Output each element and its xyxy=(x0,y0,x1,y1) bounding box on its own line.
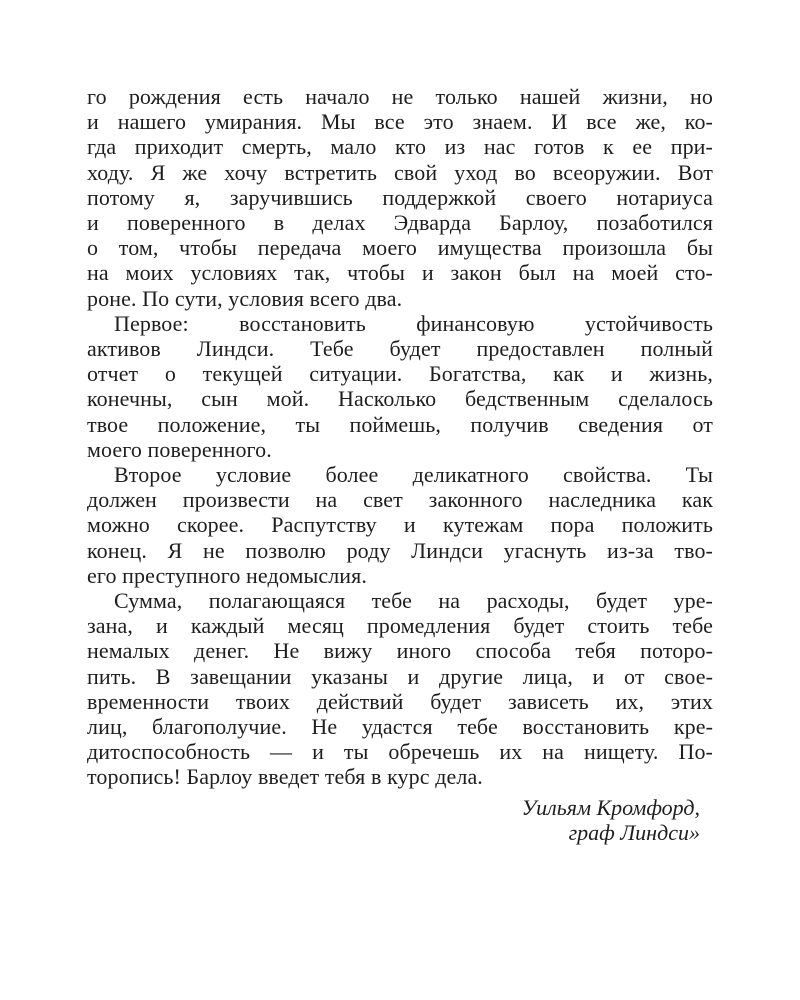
text-line: немалых денег. Не вижу иного способа тебя поторо- xyxy=(87,638,713,664)
signature-line: Уильям Кромфорд, xyxy=(521,794,700,820)
text-line: и поверенного в делах Эдварда Барлоу, позаботился xyxy=(87,210,713,236)
text-line: го рождения есть начало не только нашей жизни, но xyxy=(87,84,713,109)
text-line: твое положение, ты поймешь, получив сведения от xyxy=(87,411,713,437)
text-line: Второе условие более деликатного свойства. Ты xyxy=(114,462,713,488)
text-line: и нашего умирания. Мы все это знаем. И все же, ко- xyxy=(87,109,713,135)
text-line: лиц, благополучие. Не удастся тебе восстановить кре- xyxy=(87,714,713,740)
text-line: зана, и каждый месяц промедления будет стоить тебе xyxy=(87,613,713,639)
signature xyxy=(87,795,713,846)
text-line: конец. Я не позволю роду Линдси угаснуть из-за тво- xyxy=(87,537,713,563)
paragraph xyxy=(87,311,713,462)
text-line: активов Линдси. Тебе будет предоставлен полный xyxy=(87,336,713,362)
letter-text xyxy=(87,84,713,846)
text-line: Первое: восстановить финансовую устойчивость xyxy=(114,310,713,336)
text-line: на моих условиях так, чтобы и закон был на моей сто- xyxy=(87,260,713,286)
text-line: моего поверенного. xyxy=(87,436,272,462)
text-line: ходу. Я же хочу встретить свой уход во всеоружии. Вот xyxy=(87,159,713,185)
text-line: можно скорее. Распутству и кутежам пора положить xyxy=(87,512,713,538)
text-line: торопись! Барлоу введет тебя в курс дела. xyxy=(87,764,483,790)
text-line: пить. В завещании указаны и другие лица, и от свое- xyxy=(87,663,713,689)
text-line: роне. По сути, условия всего два. xyxy=(87,285,403,311)
text-line: отчет о текущей ситуации. Богатства, как и жизнь, xyxy=(87,361,713,387)
paragraph xyxy=(87,588,713,790)
text-line: дитоспособность — и ты обречешь их на нищету. По- xyxy=(87,739,713,765)
text-line: временности твоих действий будет зависеть их, этих xyxy=(87,688,713,714)
signature-line: граф Линдси» xyxy=(568,820,700,846)
text-line: его преступного недомыслия. xyxy=(87,562,367,588)
text-line: должен произвести на свет законного наследника как xyxy=(87,487,713,513)
text-line: потому я, заручившись поддержкой своего нотариуса xyxy=(87,184,713,210)
paragraph xyxy=(87,84,713,311)
text-line: конечны, сын мой. Насколько бедственным сделалось xyxy=(87,386,713,412)
paragraph xyxy=(87,462,713,588)
text-line: о том, чтобы передача моего имущества произошла бы xyxy=(87,235,713,261)
text-line: Сумма, полагающаяся тебе на расходы, будет уре- xyxy=(114,588,713,614)
text-line: гда приходит смерть, мало кто из нас готов к ее при- xyxy=(87,134,713,160)
